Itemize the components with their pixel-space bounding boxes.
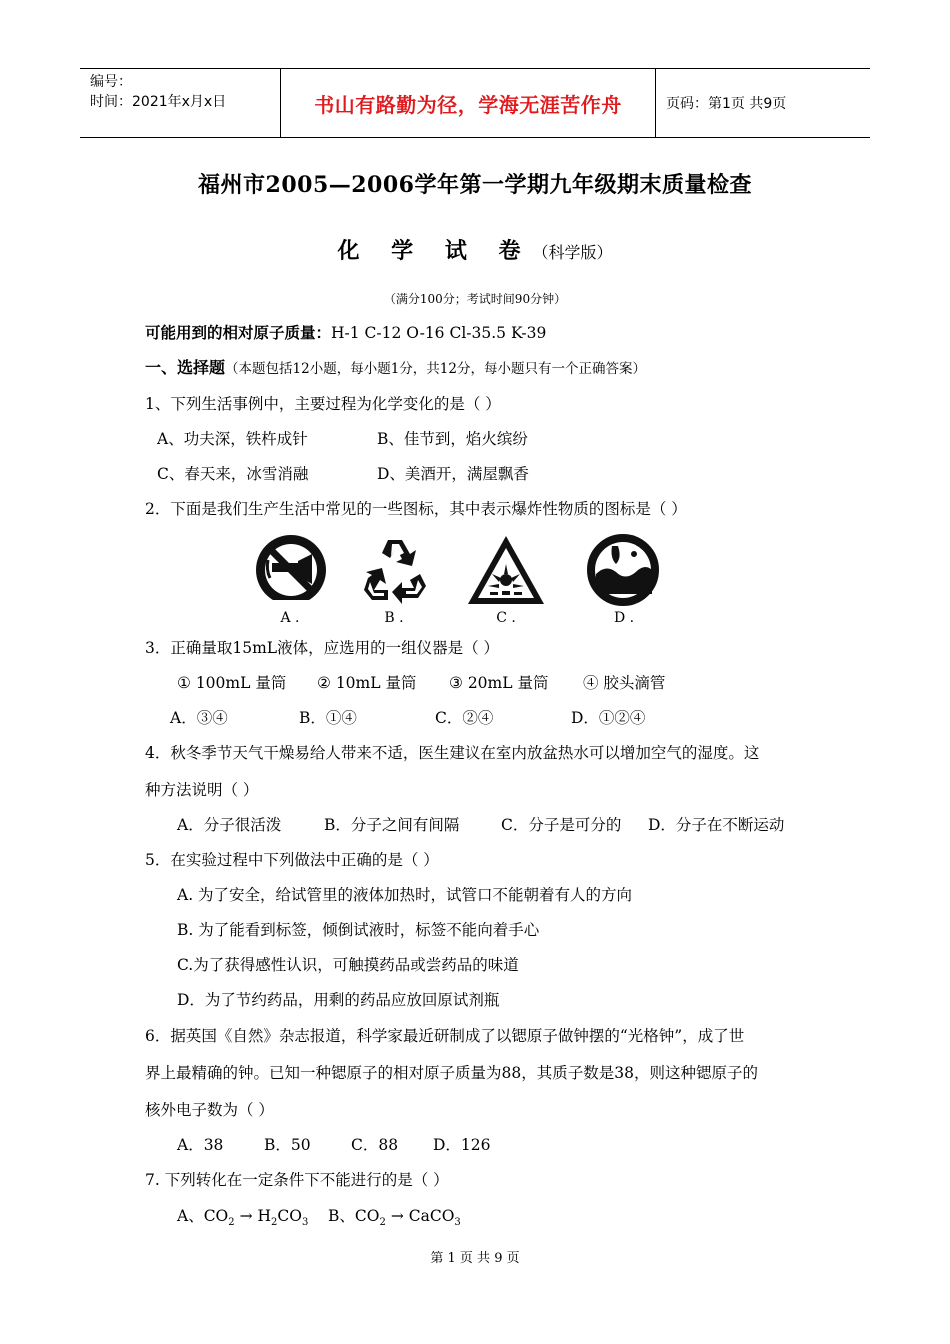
q1-option-d: D、美酒开，满屋飘香: [377, 465, 529, 483]
page-title: 福州市2005—2006学年第一学期九年级期末质量检查: [198, 172, 752, 198]
q4-stem-1: 4．秋冬季节天气干燥易给人带来不适，医生建议在室内放盆热水可以增加空气的湿度。这: [145, 744, 760, 762]
atomic-mass-line: [145, 322, 546, 344]
q7-option-a: A、$CO_2 \to H_2CO_3$: [177, 1207, 309, 1229]
subtitle: [0, 234, 950, 265]
q5-option-c: C.为了获得感性认识，可触摸药品或尝药品的味道: [177, 956, 519, 974]
page-info: 页码：第1页 共9页: [666, 96, 787, 112]
q7-stem: 7. 下列转化在一定条件下不能进行的是（ ）: [145, 1171, 449, 1189]
q5-stem: 5．在实验过程中下列做法中正确的是（ ）: [145, 851, 439, 869]
no-horn-icon: [254, 534, 328, 606]
recycle-icon: [358, 534, 432, 606]
q1-stem: 1、下列生活事例中，主要过程为化学变化的是（ ）: [145, 395, 501, 413]
q2-label-d: D .: [613, 610, 635, 626]
time-label: 时间：2021年x月x日: [90, 94, 227, 110]
q7-option-b: B、$CO_2$ → CaCO$_3$: [328, 1207, 461, 1229]
q5-option-b: B. 为了能看到标签，倾倒试液时，标签不能向着手心: [177, 921, 540, 939]
atomic-values: H-1 C-12 O-16 Cl-35.5 K-39: [331, 324, 547, 342]
q3-option-c: C．②④: [435, 709, 494, 727]
subtitle-main: 化 学 试 卷: [337, 239, 533, 264]
q6-stem-1: 6．据英国《自然》杂志报道，科学家最近研制成了以锶原子做钟摆的“光格钟”，成了世: [145, 1027, 745, 1045]
q4-stem-2: 种方法说明（ ）: [145, 781, 259, 799]
exam-note: （满分100分；考试时间90分钟）: [383, 292, 567, 306]
atomic-label: 可能用到的相对原子质量：: [145, 324, 332, 342]
q5-option-d: D．为了节约药品，用剩的药品应放回原试剂瓶: [177, 991, 500, 1009]
q6-option-c: C．88: [351, 1136, 399, 1154]
q7-options: [177, 1205, 461, 1234]
q2-icons: [254, 534, 674, 634]
section-1-desc: （本题包括12小题，每小题1分，共12分，每小题只有一个正确答案）: [225, 361, 646, 377]
q4-option-b: B．分子之间有间隔: [324, 816, 460, 834]
q3-stem: 3．正确量取15mL液体，应选用的一组仪器是（ ）: [145, 639, 500, 657]
q4-option-c: C．分子是可分的: [501, 816, 622, 834]
subtitle-paren: （科学版）: [532, 243, 613, 262]
header-meta: [80, 69, 280, 137]
number-label: 编号：: [90, 74, 132, 90]
q3-option-d: D．①②④: [571, 709, 646, 727]
q5-option-a: A. 为了安全，给试管里的液体加热时，试管口不能朝着有人的方向: [177, 886, 633, 904]
page-footer: 第 1 页 共 9 页: [430, 1251, 520, 1266]
q2-label-c: C .: [496, 610, 516, 626]
q3-option-a: A．③④: [170, 709, 228, 727]
q3-item-3: ③ 20mL 量筒: [449, 674, 549, 692]
corrosive-icon: [586, 534, 660, 606]
q6-stem-3: 核外电子数为（ ）: [145, 1101, 274, 1119]
header-table: [80, 68, 870, 138]
q1-option-b: B、佳节到，焰火缤纷: [377, 430, 528, 448]
q3-item-2: ② 10mL 量筒: [317, 674, 417, 692]
q6-option-b: B．50: [264, 1136, 311, 1154]
q4-option-a: A．分子很活泼: [177, 816, 282, 834]
q2-label-a: A .: [280, 610, 300, 626]
q6-option-a: A．38: [177, 1136, 224, 1154]
q1-option-a: A、功夫深，铁杵成针: [157, 430, 308, 448]
q3-item-1: ① 100mL 量筒: [177, 674, 287, 692]
q2-stem: 2．下面是我们生产生活中常见的一些图标，其中表示爆炸性物质的图标是（ ）: [145, 500, 687, 518]
section-1-heading: [145, 357, 646, 380]
q3-option-b: B．①④: [299, 709, 357, 727]
section-1-title: 一、选择题: [145, 358, 226, 377]
q1-option-c: C、春天来，冰雪消融: [157, 465, 309, 483]
q2-label-b: B .: [384, 610, 404, 626]
q6-option-d: D．126: [433, 1136, 491, 1154]
q6-stem-2: 界上最精确的钟。已知一种锶原子的相对原子质量为88，其质子数是38，则这种锶原子的: [145, 1064, 758, 1082]
q4-option-d: D．分子在不断运动: [648, 816, 785, 834]
motto: 书山有路勤为径，学海无涯苦作舟: [280, 69, 656, 137]
explosive-icon: [466, 534, 540, 606]
q3-item-4: ④ 胶头滴管: [583, 674, 666, 692]
